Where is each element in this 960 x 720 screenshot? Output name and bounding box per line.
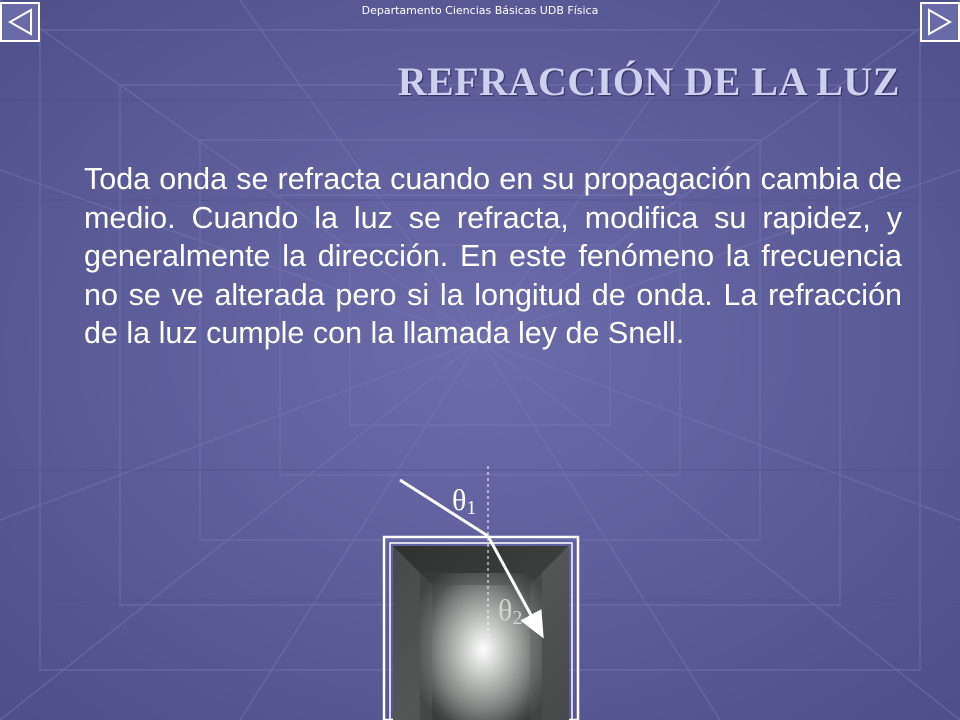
theta2-label: θ2 — [498, 594, 523, 629]
department-header: Departamento Ciencias Básicas UDB Física — [361, 4, 599, 17]
slide-title: REFRACCIÓN DE LA LUZ — [397, 59, 900, 104]
glass-block — [384, 537, 578, 720]
theta1-label: θ1 — [452, 484, 477, 519]
slide-body-text: Toda onda se refracta cuando en su propagación cambia de medio. Cuando la luz se refracta, modifica su rapidez, y generalmente la dirección. En este fenómeno la frecuencia no se ve alterada pero si la longitud de onda. La refracción de la luz cumple con la llamada ley de Snell. — [84, 162, 902, 350]
